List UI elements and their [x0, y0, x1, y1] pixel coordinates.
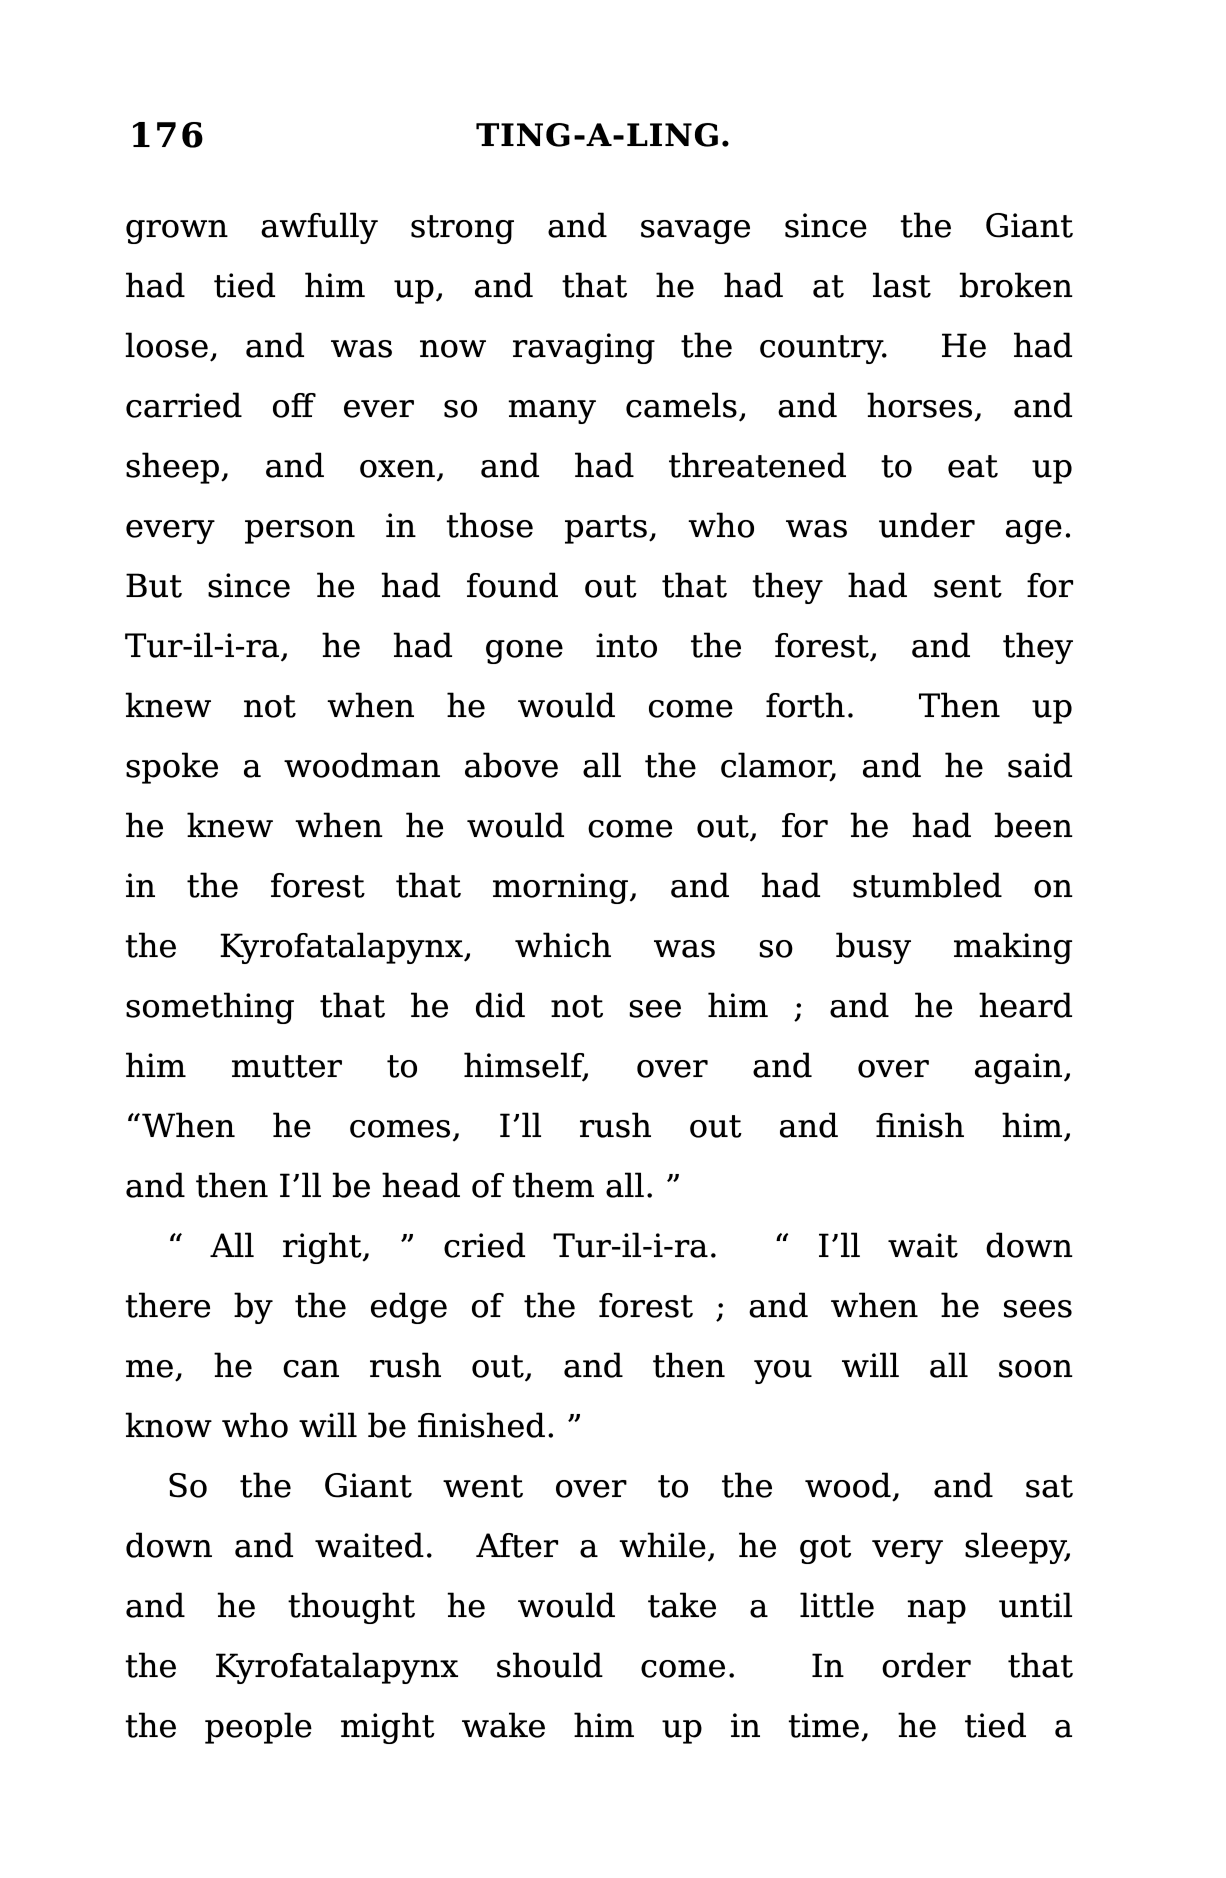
text-line: the Kyrofatalapynx should come. In order that	[125, 1647, 1073, 1685]
text-line: know who will be finished. ”	[125, 1407, 583, 1445]
text-line: he knew when he would come out, for he had been	[125, 807, 1073, 845]
text-line: the people might wake him up in time, he tied a	[125, 1707, 1073, 1745]
text-line: “When he comes, I’ll rush out and finish him,	[125, 1107, 1073, 1145]
text-line: loose, and was now ravaging the country. He had	[125, 327, 1073, 365]
text-line: But since he had found out that they had sent for	[125, 567, 1073, 605]
text-line: Tur-il-i-ra, he had gone into the forest, and they	[125, 627, 1073, 665]
page-number: 176	[129, 116, 206, 156]
text-line: something that he did not see him ; and he heard	[125, 987, 1073, 1025]
text-line: sheep, and oxen, and had threatened to eat up	[125, 447, 1073, 485]
text-line: had tied him up, and that he had at last broken	[125, 267, 1073, 305]
page-header	[125, 116, 1073, 166]
text-line: carried off ever so many camels, and horses, and	[125, 387, 1073, 425]
text-line: grown awfully strong and savage since the Giant	[125, 207, 1073, 245]
text-line: down and waited. After a while, he got very sleepy,	[125, 1527, 1073, 1565]
text-line: him mutter to himself, over and over again,	[125, 1047, 1073, 1085]
text-line: me, he can rush out, and then you will all soon	[125, 1347, 1073, 1385]
text-line: “ All right, ” cried Tur-il-i-ra. “ I’ll wait down	[167, 1227, 1073, 1265]
running-title: TING-A-LING.	[476, 118, 732, 154]
text-line: knew not when he would come forth. Then up	[125, 687, 1073, 725]
text-line: and he thought he would take a little nap until	[125, 1587, 1073, 1625]
text-line: So the Giant went over to the wood, and sat	[167, 1467, 1073, 1505]
text-line: every person in those parts, who was under age.	[125, 507, 1073, 545]
text-line: there by the edge of the forest ; and when he sees	[125, 1287, 1073, 1325]
text-line: spoke a woodman above all the clamor, and he said	[125, 747, 1073, 785]
body-text	[125, 196, 1073, 1756]
text-line: the Kyrofatalapynx, which was so busy making	[125, 927, 1073, 965]
text-line: in the forest that morning, and had stumbled on	[125, 867, 1073, 905]
text-line: and then I’ll be head of them all. ”	[125, 1167, 682, 1205]
